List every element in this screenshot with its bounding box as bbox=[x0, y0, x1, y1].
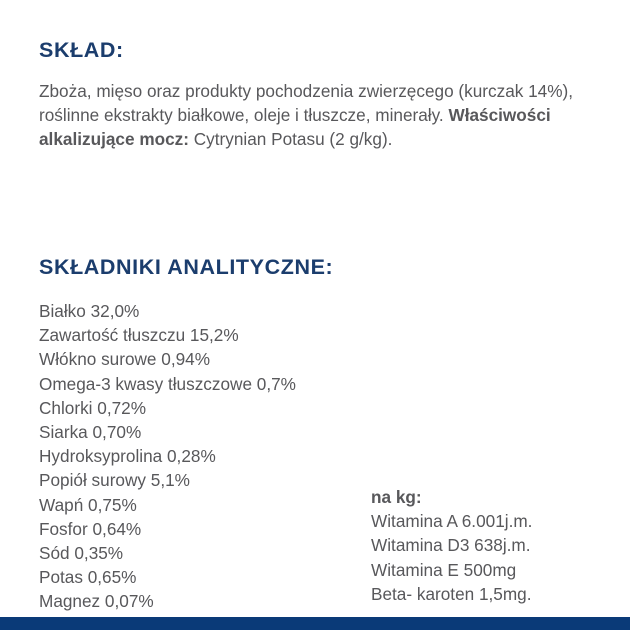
nutrient-item: Potas 0,65% bbox=[39, 567, 137, 588]
composition-heading: SKŁAD: bbox=[39, 38, 124, 62]
bottom-accent-bar bbox=[0, 617, 630, 630]
nutrient-item: Fosfor 0,64% bbox=[39, 518, 142, 539]
nutrient-list bbox=[39, 299, 369, 614]
nutrient-item: Białko 32,0% bbox=[39, 301, 140, 321]
composition-after-bold-text: Cytrynian Potasu (2 g/kg). bbox=[188, 129, 393, 150]
nutrient-item: Sód 0,35% bbox=[39, 543, 124, 564]
per-kg-vitamin-block bbox=[371, 485, 599, 606]
vitamin-list bbox=[371, 509, 599, 606]
composition-bold-label: Właściwości alkalizujące mocz: bbox=[39, 105, 551, 150]
nutrient-item: Wapń 0,75% bbox=[39, 494, 137, 515]
nutrient-item: Omega-3 kwasy tłuszczowe 0,7% bbox=[39, 373, 296, 394]
vitamin-item: Witamina A 6.001j.m. bbox=[371, 511, 533, 532]
nutrient-item: Włókno surowe 0,94% bbox=[39, 349, 211, 370]
nutrient-item: Popiół surowy 5,1% bbox=[39, 470, 190, 491]
vitamin-item: Witamina D3 638j.m. bbox=[371, 535, 531, 556]
analytical-constituents-heading: SKŁADNIKI ANALITYCZNE: bbox=[39, 255, 334, 279]
nutrient-item: Hydroksyprolina 0,28% bbox=[39, 446, 216, 467]
vitamin-item: Witamina E 500mg bbox=[371, 559, 517, 580]
per-kg-label: na kg: bbox=[371, 487, 422, 507]
composition-plain-text: Zboża, mięso oraz produkty pochodzenia zwierzęcego (kurczak 14%), roślinne ekstrakty białkowe, oleje i tłuszcze, minerały. bbox=[39, 81, 574, 126]
vitamin-item: Beta- karoten 1,5mg. bbox=[371, 583, 532, 604]
nutrient-item: Siarka 0,70% bbox=[39, 422, 142, 443]
nutrient-item: Magnez 0,07% bbox=[39, 591, 154, 612]
nutrient-item: Chlorki 0,72% bbox=[39, 397, 146, 418]
nutrient-item: Zawartość tłuszczu 15,2% bbox=[39, 325, 239, 346]
composition-paragraph bbox=[39, 79, 579, 152]
